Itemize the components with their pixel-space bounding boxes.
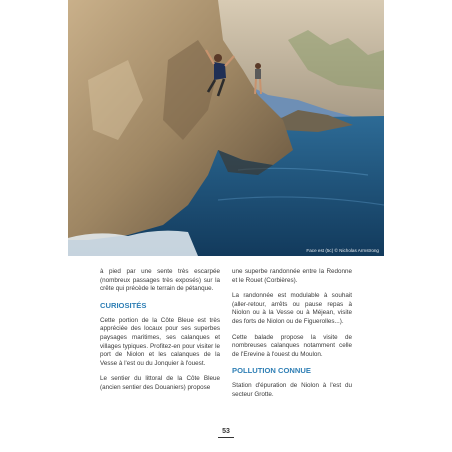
right-column [232,268,352,407]
photo-credit: Face est (5c) © Nicholas Armstrong [306,248,379,253]
randonnee-paragraph-1: une superbe randonnée entre la Redonne et le Rouet (Corbières). [232,268,352,284]
randonnee-paragraph-2: La randonnée est modulable à souhait (aller-retour, arrêts ou pause repas à Niolon ou à la Vesse ou à Méjean, visite des forts de Niolon ou de Figuerolles...). [232,292,352,325]
curiosites-paragraph-1: Cette portion de la Côte Bleue est très appréciée des locaux pour ses superbes paysages maritimes, ses calanques et villages typiques. Profitez-en pour visiter le port de Niolon et les calanques de la Vesse à l'est ou du Jonquier à l'ouest. [100,316,220,367]
page-number-underline [218,437,234,438]
page-number: 53 [222,428,230,435]
photo-illustration [68,0,384,256]
curiosites-paragraph-2: Le sentier du littoral de la Côte Bleue (ancien sentier des Douaniers) propose [100,375,220,391]
pollution-paragraph: Station d'épuration de Niolon à l'est du secteur Grotte. [232,382,352,398]
balade-paragraph: Cette balade propose la visite de nombreuses calanques notamment celle de l'Erevine à l'ouest du Moulon. [232,333,352,358]
curiosites-heading: CURIOSITÉS [100,300,147,310]
left-column [100,268,220,400]
climbing-photo [68,0,384,256]
intro-paragraph: à pied par une sente très escarpée (nombreux passages très exposés) sur la crête qui précède le terrain de pétanque. [100,268,220,293]
pollution-heading: POLLUTION CONNUE [232,366,311,376]
